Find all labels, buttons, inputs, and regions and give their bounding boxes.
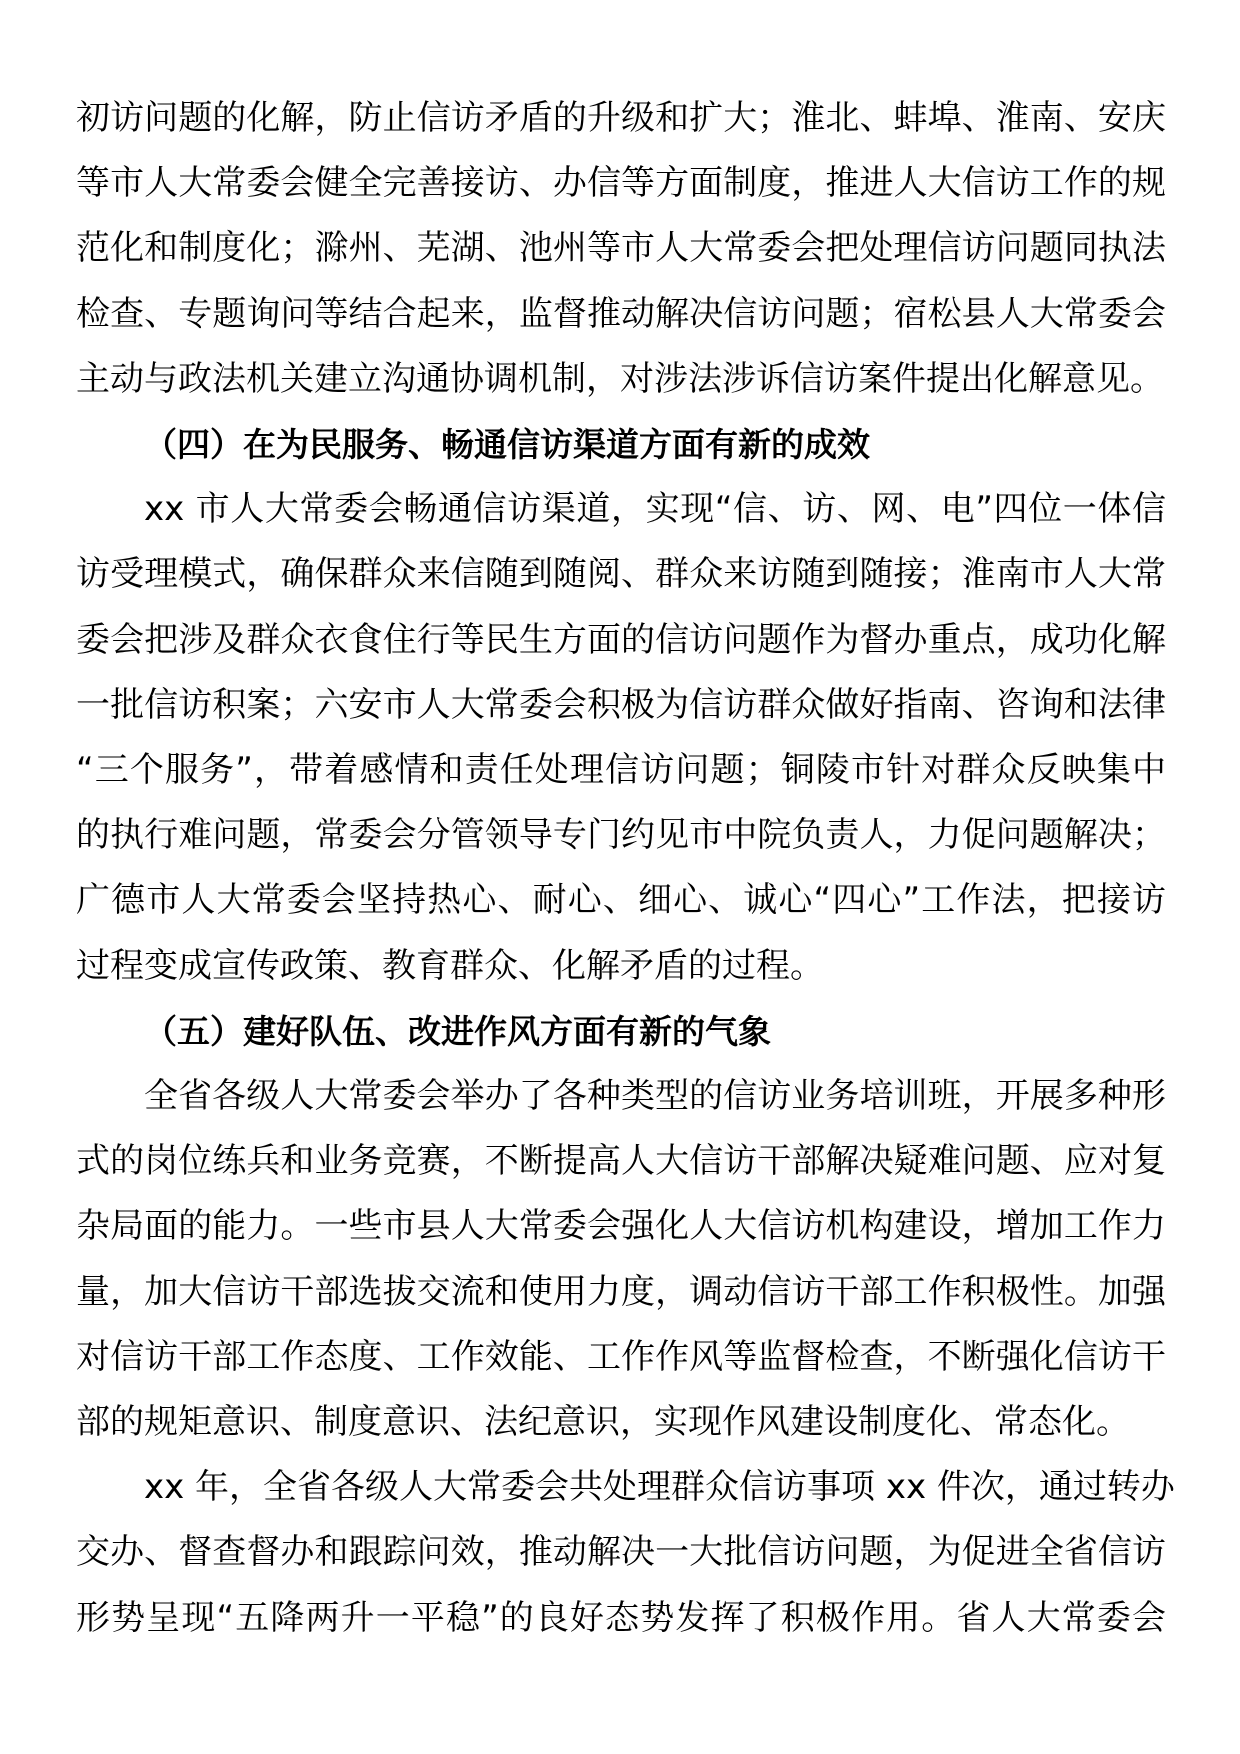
text-line: 对信访干部工作态度、工作效能、工作作风等监督检查，不断强化信访干 [76,1336,1166,1377]
text-line: 过程变成宣传政策、教育群众、化解矛盾的过程。 [76,945,824,986]
document-page [76,86,1175,1651]
text-line: 检查、专题询问等结合起来，监督推动解决信访问题；宿松县人大常委会 [76,293,1166,334]
text-line: 委会把涉及群众衣食住行等民生方面的信访问题作为督办重点，成功化解 [76,619,1166,660]
text-line: 全省各级人大常委会举办了各种类型的信访业务培训班，开展多种形 [144,1076,1166,1117]
text-line: 的执行难问题，常委会分管领导专门约见市中院负责人，力促问题解决； [76,815,1166,856]
text-line: 交办、督查督办和跟踪问效，推动解决一大批信访问题，为促进全省信访 [76,1532,1166,1573]
text-line: 范化和制度化；滁州、芜湖、池州等市人大常委会把处理信访问题同执法 [76,228,1166,269]
text-line: 式的岗位练兵和业务竞赛，不断提高人大信访干部解决疑难问题、应对复 [76,1141,1166,1182]
text-line: 广德市人大常委会坚持热心、耐心、细心、诚心“四心”工作法，把接访 [76,880,1166,921]
text-line: xx 年，全省各级人大常委会共处理群众信访事项 xx 件次，通过转办 [144,1467,1175,1508]
text-line: 部的规矩意识、制度意识、法纪意识，实现作风建设制度化、常态化。 [76,1402,1130,1443]
text-line: 主动与政法机关建立沟通协调机制，对涉法涉诉信访案件提出化解意见。 [76,358,1164,399]
text-line: 等市人大常委会健全完善接访、办信等方面制度，推进人大信访工作的规 [76,163,1166,204]
text-line: 形势呈现“五降两升一平稳”的良好态势发挥了积极作用。省人大常委会 [76,1597,1166,1638]
paragraph-annual-summary [76,1455,1175,1651]
paragraph-team-building [76,1064,1166,1455]
text-line: 初访问题的化解，防止信访矛盾的升级和扩大；淮北、蚌埠、淮南、安庆 [76,98,1166,138]
section-heading-5: （五）建好队伍、改进作风方面有新的气象 [144,1011,771,1051]
paragraph-petition-resolution [76,86,1166,412]
section-heading-4: （四）在为民服务、畅通信访渠道方面有新的成效 [144,425,870,465]
text-line: 访受理模式，确保群众来信随到随阅、群众来访随到随接；淮南市人大常 [76,554,1166,595]
paragraph-channels [76,477,1166,999]
text-line: xx 市人大常委会畅通信访渠道，实现“信、访、网、电”四位一体信 [144,489,1166,530]
text-line: 杂局面的能力。一些市县人大常委会强化人大信访机构建设，增加工作力 [76,1206,1166,1247]
text-line: “三个服务”，带着感情和责任处理信访问题；铜陵市针对群众反映集中 [76,750,1166,791]
text-line: 一批信访积案；六安市人大常委会积极为信访群众做好指南、咨询和法律 [76,684,1166,725]
text-line: 量，加大信访干部选拔交流和使用力度，调动信访干部工作积极性。加强 [76,1271,1166,1312]
